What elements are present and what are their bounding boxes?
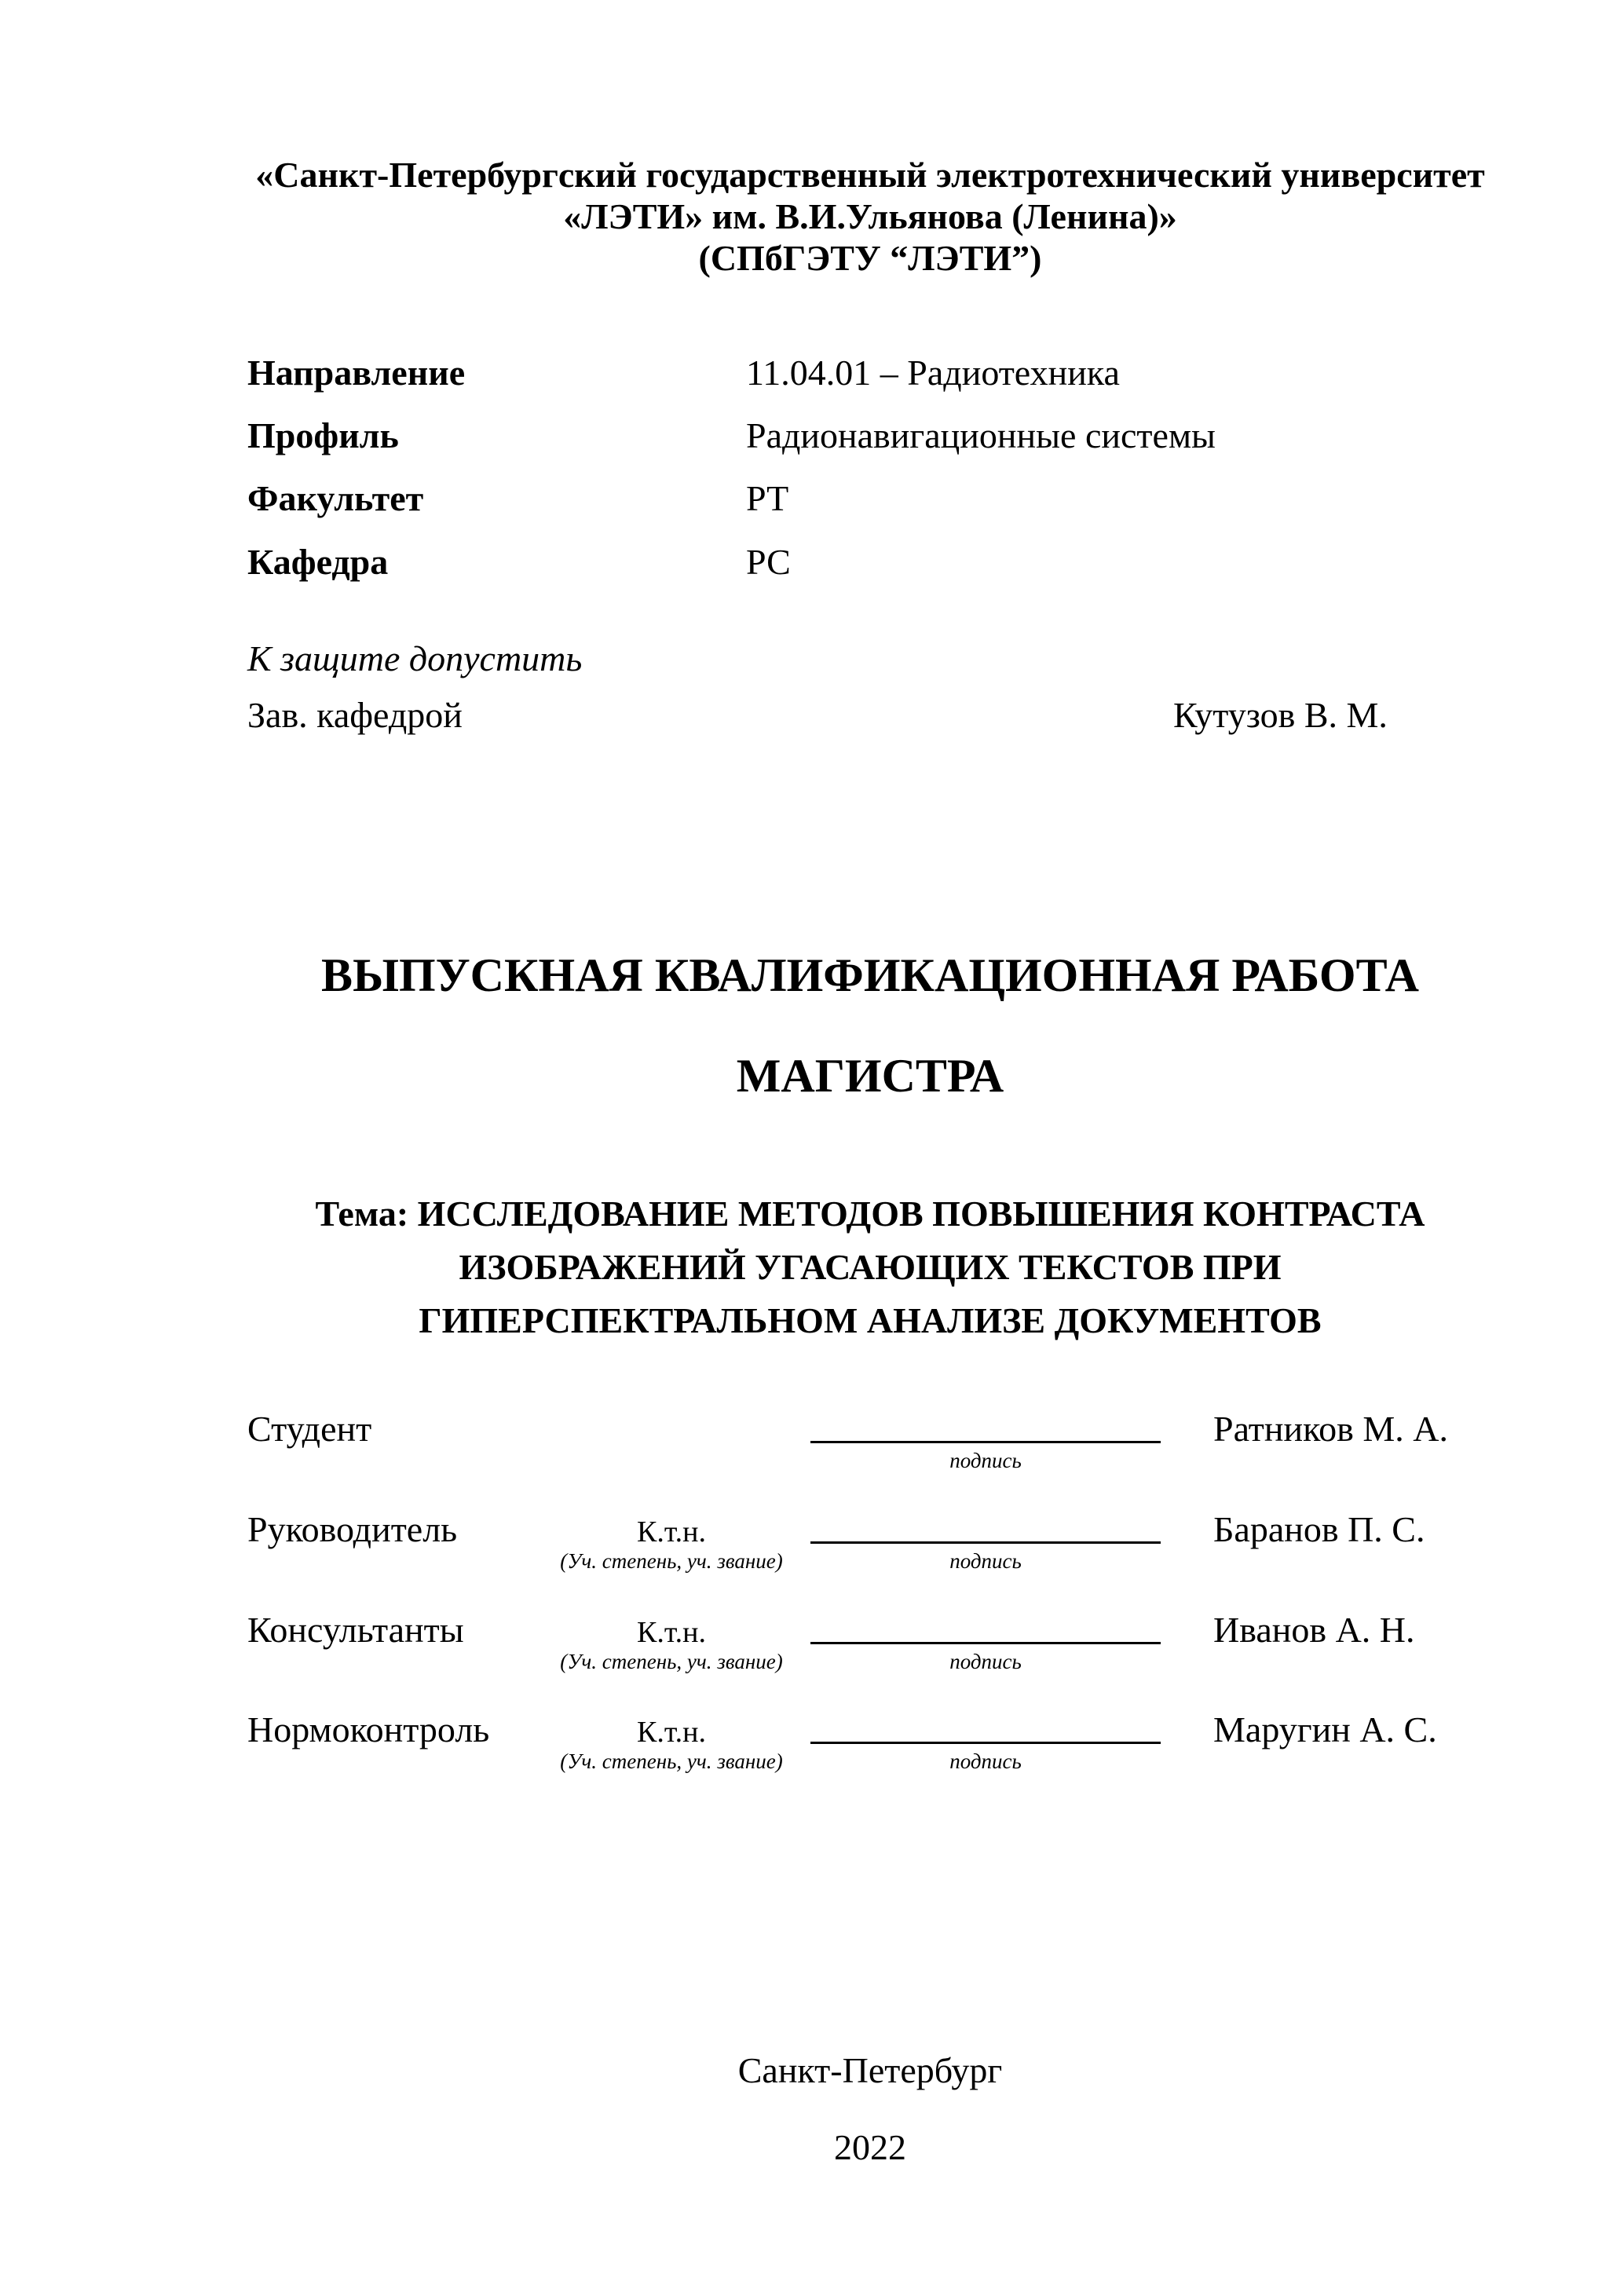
department-label: Кафедра	[247, 542, 389, 582]
consultants-signature-line	[810, 1609, 1161, 1644]
faculty-value: РТ	[746, 478, 789, 518]
norm-control-degree: К.т.н.	[637, 1716, 706, 1749]
signature-row-consultants	[0, 1609, 1624, 1687]
direction-value: 11.04.01 – Радиотехника	[746, 353, 1120, 393]
signature-row-supervisor	[0, 1508, 1624, 1587]
student-role-label: Студент	[247, 1409, 372, 1449]
university-abbreviation: (СПбГЭТУ “ЛЭТИ”)	[698, 238, 1042, 278]
department-head-name: Кутузов В. М.	[1173, 695, 1388, 735]
info-row-faculty	[247, 477, 788, 519]
signature-row-norm-control	[0, 1709, 1624, 1787]
thesis-degree-title: МАГИСТРА	[736, 1050, 1004, 1102]
info-row-department	[247, 541, 791, 583]
norm-control-degree-hint: (Уч. степень, уч. звание)	[560, 1749, 783, 1773]
supervisor-degree: К.т.н.	[637, 1515, 706, 1548]
supervisor-signature-line	[810, 1508, 1161, 1544]
supervisor-role-label: Руководитель	[247, 1509, 458, 1549]
direction-label: Направление	[247, 353, 466, 393]
thesis-type-title: ВЫПУСКНАЯ КВАЛИФИКАЦИОННАЯ РАБОТА	[321, 949, 1419, 1001]
department-value: РС	[746, 542, 791, 582]
profile-label: Профиль	[247, 415, 399, 455]
norm-control-signature-hint: подпись	[949, 1749, 1022, 1773]
student-name: Ратников М. А.	[1213, 1409, 1448, 1449]
faculty-label: Факультет	[247, 478, 424, 518]
supervisor-name: Баранов П. С.	[1213, 1509, 1425, 1549]
university-name-line2: «ЛЭТИ» им. В.И.Ульянова (Ленина)»	[563, 196, 1177, 236]
info-row-profile	[247, 415, 1216, 456]
norm-control-name: Маругин А. С.	[1213, 1709, 1437, 1749]
theme-line2: ИЗОБРАЖЕНИЙ УГАСАЮЩИХ ТЕКСТОВ ПРИ	[459, 1247, 1282, 1287]
signature-row-student	[0, 1408, 1624, 1486]
city-label: Санкт-Петербург	[737, 2050, 1003, 2090]
university-header	[232, 154, 1508, 279]
department-head-label: Зав. кафедрой	[247, 695, 463, 735]
university-name-line1: «Санкт-Петербургский государственный электротехнический университет	[255, 155, 1485, 195]
consultants-degree: К.т.н.	[637, 1616, 706, 1649]
supervisor-signature-hint: подпись	[949, 1549, 1022, 1573]
theme-line1: Тема: ИССЛЕДОВАНИЕ МЕТОДОВ ПОВЫШЕНИЯ КОНТРАСТА	[315, 1194, 1425, 1234]
norm-control-role-label: Нормоконтроль	[247, 1709, 490, 1749]
consultants-role-label: Консультанты	[247, 1610, 464, 1650]
admit-to-defense-line: К защите допустить	[247, 638, 583, 678]
student-signature-line	[810, 1408, 1161, 1443]
consultants-signature-hint: подпись	[949, 1650, 1022, 1673]
theme-line3: ГИПЕРСПЕКТРАЛЬНОМ АНАЛИЗЕ ДОКУМЕНТОВ	[419, 1300, 1322, 1340]
info-row-direction	[247, 352, 1120, 393]
supervisor-degree-hint: (Уч. степень, уч. звание)	[560, 1549, 783, 1573]
year-label: 2022	[834, 2127, 906, 2167]
consultants-degree-hint: (Уч. степень, уч. звание)	[560, 1650, 783, 1673]
student-signature-hint: подпись	[949, 1449, 1022, 1472]
consultants-name: Иванов А. Н.	[1213, 1610, 1415, 1650]
profile-value: Радионавигационные системы	[746, 415, 1216, 455]
norm-control-signature-line	[810, 1709, 1161, 1744]
thesis-theme	[232, 1187, 1508, 1347]
